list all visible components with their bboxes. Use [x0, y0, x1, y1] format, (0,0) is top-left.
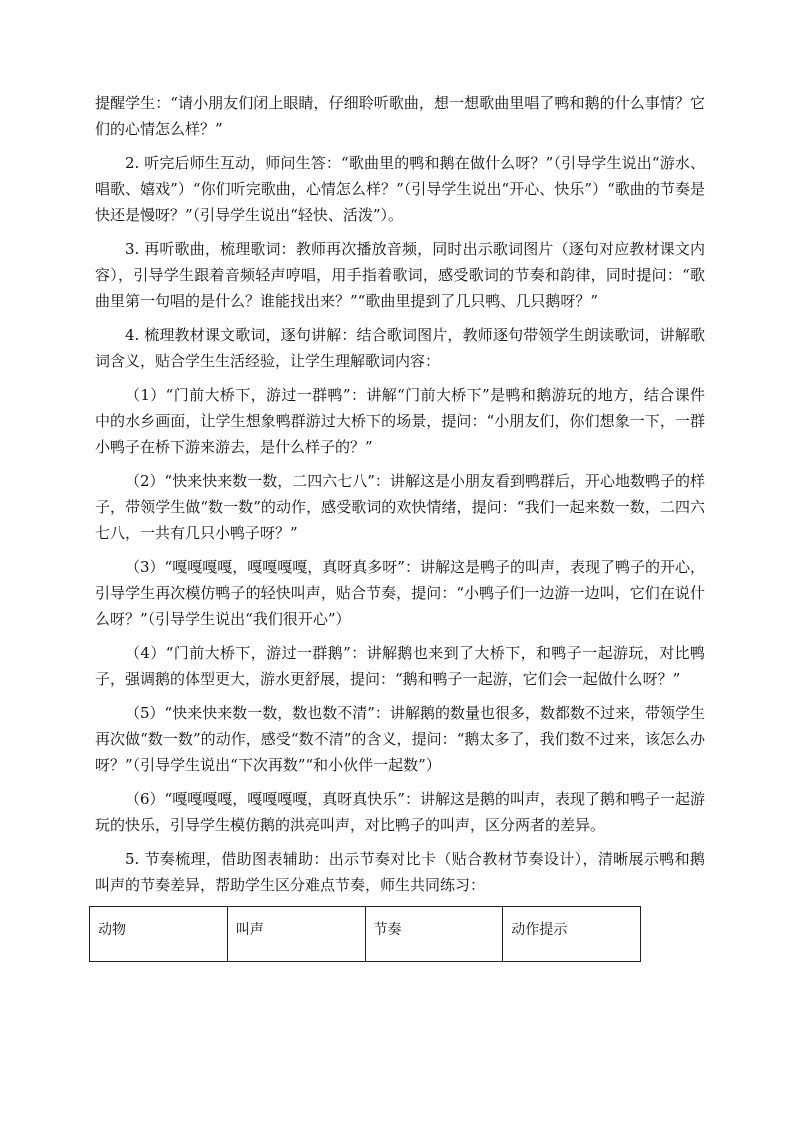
lyric-item-2: （2）“快来快来数一数，二四六七八”：讲解这是小朋友看到鸭群后，开心地数鸭子的样子，带领学生做“数一数”的动作，感受歌词的欢快情绪，提问：“我们一起来数一数，二四六七八，一共有几只小鸭子呀？” — [95, 472, 705, 542]
table-header-sound: 叫声 — [227, 907, 365, 962]
paragraph-step-3: 3. 再听歌曲，梳理歌词：教师再次播放音频，同时出示歌词图片（逐句对应教材课文内容），引导学生跟着音频轻声哼唱，用手指着歌词，感受歌词的节奏和韵律，同时提问：“歌曲里第一句唱的是什么？谁能找出来？”“歌曲里提到了几只鸭、几只鹅呀？” — [95, 240, 705, 310]
paragraph-step-2: 2. 听完后师生互动，师问生答：“歌曲里的鸭和鹅在做什么呀？”（引导学生说出“游水、唱歌、嬉戏”）“你们听完歌曲，心情怎么样？”（引导学生说出“开心、快乐”）“歌曲的节奏是快还是慢呀？”（引导学生说出“轻快、活泼”）。 — [95, 154, 705, 224]
lyric-item-3: （3）“嘎嘎嘎嘎，嘎嘎嘎嘎，真呀真多呀”：讲解这是鸭子的叫声，表现了鸭子的开心，引导学生再次模仿鸭子的轻快叫声，贴合节奏，提问：“小鸭子们一边游一边叫，它们在说什么呀？”（引导学生说出“我们很开心”） — [95, 558, 705, 628]
paragraph-intro: 提醒学生：“请小朋友们闭上眼睛，仔细聆听歌曲，想一想歌曲里唱了鸭和鹅的什么事情？它们的心情怎么样？” — [95, 94, 705, 138]
rhythm-table — [89, 906, 641, 962]
table-header-rhythm: 节奏 — [365, 907, 503, 962]
table-header-row — [90, 907, 641, 962]
document-page — [95, 90, 705, 962]
lyric-item-1: （1）“门前大桥下，游过一群鸭”：讲解“门前大桥下”是鸭和鹅游玩的地方，结合课件中的水乡画面，让学生想象鸭群游过大桥下的场景，提问：“小朋友们，你们想象一下，一群小鸭子在桥下游来游去，是什么样子的？” — [95, 386, 705, 456]
paragraph-step-4: 4. 梳理教材课文歌词，逐句讲解：结合歌词图片，教师逐句带领学生朗读歌词，讲解歌词含义，贴合学生生活经验，让学生理解歌词内容： — [95, 326, 705, 370]
table-header-animal: 动物 — [90, 907, 228, 962]
lyric-item-5: （5）“快来快来数一数，数也数不清”：讲解鹅的数量也很多，数都数不过来，带领学生再次做“数一数”的动作，感受“数不清”的含义，提问：“鹅太多了，我们数不过来，该怎么办呀？”（引导学生说出“下次再数”“和小伙伴一起数”） — [95, 704, 705, 774]
lyric-item-4: （4）“门前大桥下，游过一群鹅”：讲解鹅也来到了大桥下，和鸭子一起游玩，对比鸭子，强调鹅的体型更大，游水更舒展，提问：“鹅和鸭子一起游，它们会一起做什么呀？” — [95, 644, 705, 688]
lyric-item-6: （6）“嘎嘎嘎嘎，嘎嘎嘎嘎，真呀真快乐”：讲解这是鹅的叫声，表现了鹅和鸭子一起游玩的快乐，引导学生模仿鹅的洪亮叫声，对比鸭子的叫声，区分两者的差异。 — [95, 790, 705, 834]
paragraph-step-5: 5. 节奏梳理，借助图表辅助：出示节奏对比卡（贴合教材节奏设计），清晰展示鸭和鹅叫声的节奏差异，帮助学生区分难点节奏，师生共同练习： — [95, 850, 705, 894]
table-header-action: 动作提示 — [503, 907, 641, 962]
